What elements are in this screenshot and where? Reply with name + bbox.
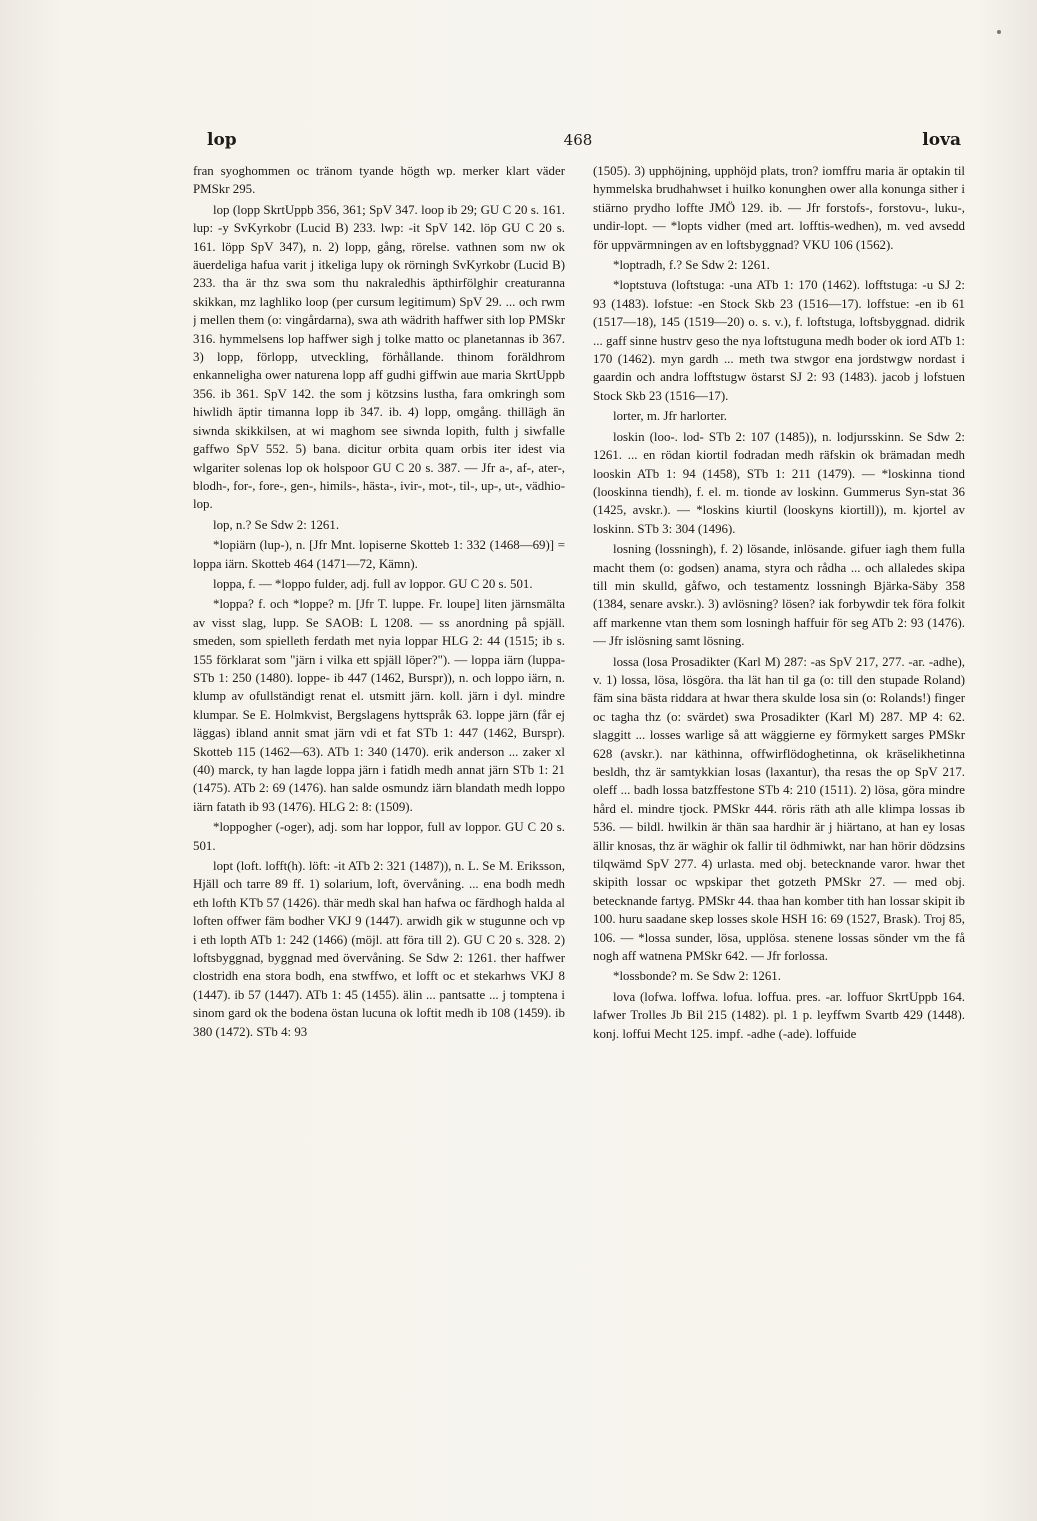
entry-lova: lova (lofwa. loffwa. lofua. loffua. pres. -ar. loffuor SkrtUppb 164. lafwer Trolles Jb Bil 215 (1482). pl. 1 p. leyffwm Svartb 429 (1448). konj. loffui Mecht 125. impf. -adhe (-ade). loffuide [593, 989, 965, 1041]
entry-lop: lop (lopp SkrtUppb 356, 361; SpV 347. loop ib 29; GU C 20 s. 161. lup: -y SvKyrkobr (Lucid B) 233. lwp: -it SpV 142. löp GU C 20 s. 161. löpp SpV 347), n. 2) lopp, gång, rörelse. vathnen som nw ok äuerdeliga hafua varit j itkeliga lupy ok rörningh SvKyrkobr (Lucid B) 233. tha är thz swa som thu nakraledhis äpthirfölghir creaturanna skikkan, mz laghliko loop (per cursum legitimum) SpV 29. ... och rwm j mellen them (o: vingårdarna), swa ath wädrith haffwer sith lop PMSkr 316. hymmelsens lop haffwer sigh j tolke matto oc planetannas ib 367. 3) lopp, förlopp, utveckling, förhållande. thinom foräldhrom enkanneligha ower naturena lopp aff gudhi giffwin aue maria SkrtUppb 356. ib 361. SpV 142. the som j kötzsins lustha, fara omkringh som hiwlidh äptir timanna lopp ib 347. ib. 4) lopp, omgång. thillägh än siwnda skikkilsen, at wi maghom see siwnda lopith, fulth j siwfalle gaffwo SpV 552. 5) bana. dicitur orbita quam orbis iter idest via wlgariter solenas lop ok holspoor GU C 20 s. 387. — Jfr a-, af-, ater-, blodh-, for-, fore-, gen-, himils-, hästa-, ivir-, mot-, til-, up-, ut-, vädhio-lop. [193, 202, 565, 512]
entry-continuation: (1505). 3) upphöjning, upphöjd plats, tron? iomffru maria är optakin til hymmelska brudhahwset i huilko konunghen ower alla konunga sither i stiärno prydho loffte JMÖ 129. ib. — Jfr forstofs-, forstovu-, luku-, undir-lopt. — *lopts vidher (med art. lofftis-wedhen), m. ved avsedd för uppvärmningen av en loftsbyggnad? VKU 106 (1562). [593, 164, 965, 252]
left-column [193, 162, 565, 1492]
entry-lopt: lopt (loft. lofft(h). löft: -it ATb 2: 321 (1487)), n. L. Se M. Eriksson, Hjäll och tarre 89 ff. 1) solarium, loft, övervåning. ... ena bodh medh eth lofth KTb 57 (1426). thär medh skal han hafwa oc färdhogh halda al loften offwer fäm bodher VKJ 9 (1447). arwidh gik w stugunne och vp i eth lopth ATb 1: 242 (1466) (möjl. att föra till 2). GU C 20 s. 328. 2) loftsbyggnad, byggnad med övervåning. Se Sdw 2: 1261. ther haffwer clostridh ena stora bodh, ena stwffwo, et lofft oc et stekarhws VKJ 8 (1447). ib 57 (1447). ATb 1: 45 (1455). älin ... pantsatte ... j tomptena i sinom gard ok the bodena östan lucuna ok loftit medh ib 108 (1459). ib 380 (1472). STb 4: 93 [193, 859, 565, 1039]
entry-lop-n: lop, n.? Se Sdw 2: 1261. [213, 517, 340, 532]
entry-continuation: fran syoghommen oc tränom tyande högth wp. merker klart väder PMSkr 295. [193, 164, 565, 197]
entry-loppogher: *loppogher (-oger), adj. som har loppor, full av loppor. GU C 20 s. 501. [193, 820, 565, 853]
corner-mark [997, 30, 1001, 34]
right-column [593, 162, 965, 1492]
entry-loptradh: *loptradh, f.? Se Sdw 2: 1261. [613, 258, 770, 273]
entry-loppa: loppa, f. — *loppo fulder, adj. full av loppor. GU C 20 s. 501. [213, 576, 533, 591]
header-right-guideword: lova [922, 130, 961, 150]
entry-lossbonde: *lossbonde? m. Se Sdw 2: 1261. [613, 969, 781, 984]
entry-losning: losning (lossningh), f. 2) lösande, inlösande. gifuer iagh them fulla macht them (o: godsen) anama, styra och rådha ... och allaledes skipa till min skulld, gåfwo, och testamentz lossningh Bjärka-Säby 358 (1384, senare avskr.). 3) avlösning? lösen? iak forbywdir tek föra folkit aff markenne vtan them som losningh haffuir för seg ATb 2: 93 (1476). — Jfr islösning samt lösning. [593, 542, 965, 649]
entry-lossa: lossa (losa Prosadikter (Karl M) 287: -as SpV 217, 277. -ar. -adhe), v. 1) lossa, lösa, lösgöra. tha lät han til ga (o: till den stupade Roland) fäm sina bästa riddara at hwar thera skulde losa sin (o: Rolands!) finger oc tagha thz (o: svärdet) swa Prosadikter (Karl M) 287. MP 4: 62. slaggitt ... losses warlige så att wäggierne ey förmykett sarges PMSkr 628 (avskr.). nar käthinna, offwirflödoghetinna, ok kräselikhetinna besldh, thz är samtykkian losas (laxantur), tha resas the op SpV 217. oleff ... badh lossa batzffestone STb 4: 210 (1511). 2) lösa, göra mindre hård el. mindre tjock. PMSkr 444. röris räth ath alle klimpa lossas ib 536. — bildl. hwilkin är thän saa hardhir är j hiärtano, at han ey losas ällir knosas, thz är wäghir ok fallir til ödhmiwkt, nar han hörir dödzsins tilqwämd SpV 277. 4) urlasta. med obj. betecknande varor. hwar thet skipith lossar oc wpskipar thet gotzeth PMSkr 27. — med obj. betecknande fartyg. PMSkr 44. thaa han komber tith han lossar skipit ib 100. huru saadane skep losses skole HSH 16: 69 (1527, Brask). Troj 85, 106. — *lossa sunder, lösa, upplösa. stenene lossas sönder vm the få nogh aff watnena PMSkr 642. — Jfr forlossa. [593, 654, 965, 964]
entry-lorter: lorter, m. Jfr harlorter. [613, 409, 728, 424]
page-header [195, 130, 961, 154]
entry-lopiarn: *lopiärn (lup-), n. [Jfr Mnt. lopiserne Skotteb 1: 332 (1468—69)] = loppa iärn. Skotteb 464 (1471—72, Kämn). [193, 538, 565, 571]
page-number: 468 [563, 131, 593, 149]
entry-loskin: loskin (loo-. lod- STb 2: 107 (1485)), n. lodjursskinn. Se Sdw 2: 1261. ... en rödan kiortil fodradan medh räfskin ok brämadan medh looskin ATb 1: 94 (1458), STb 1: 211 (1479). — *loskinna tiond (looskinna tiendh), f. el. m. tionde av loskinn. Gummerus Syn-stat 36 (1425, avskr.). — *loskins kiurtil (looskyns kiortill)), m. kjortel av loskinn. STb 3: 304 (1496). [593, 429, 965, 536]
entry-loptstuva: *loptstuva (loftstuga: -una ATb 1: 170 (1462). lofftstuga: -u SJ 2: 93 (1483). lofstue: -en Stock Skb 23 (1516—17). loffstue: -en ib 61 (1517—18), 145 (1519—20) o. s. v.), f. loftstuga, loftsbyggnad. didrik ... gaff sinne hustrv geso the nya loftstuguna medh boder ok iord ATb 1: 170 (1462). myn gardh ... meth twa stwgor ena jordstwgw nordast i gaardin och andra lofftstugw östarst SJ 2: 93 (1483). jacob j lofstuen Stock Skb 23 (1516—17). [593, 278, 965, 403]
header-left-guideword: lop [207, 130, 237, 150]
entry-loppa-lupp: *loppa? f. och *loppe? m. [Jfr T. luppe. Fr. loupe] liten järnsmälta av visst slag, lupp. Se SAOB: L 1208. — ss anordning på spjäll. smeden, som spielleth ferdath met nyia loppar HLG 2: 44 (1515; ib s. 155 förklarat som "järn i vilka ett spjäll löper?"). — loppa iärn (luppa- STb 1: 250 (1480). loppe- ib 447 (1462, Burspr)), n. och loppo iärn, n. klump av ofullständigt renat el. utsmitt järn. koll. järn i dyl. mindre klumpar. Se E. Holmkvist, Bergslagens hyttspråk 63. loppe järn (får ej läggas) ibland annit smat järn vdi et fat STb 1: 447 (1462, Burspr). Skotteb 115 (1462—63). ATb 1: 340 (1470). erik anderson ... zaker xl (40) marck, ty han lagde loppa järn i fatidh medh annat järn STb 1: 21 (1475). ATb 2: 69 (1476). han salde osmundz iärn blandath medh loppo iärn fatath ib 93 (1476). HLG 2: 8: (1509). [193, 597, 565, 814]
